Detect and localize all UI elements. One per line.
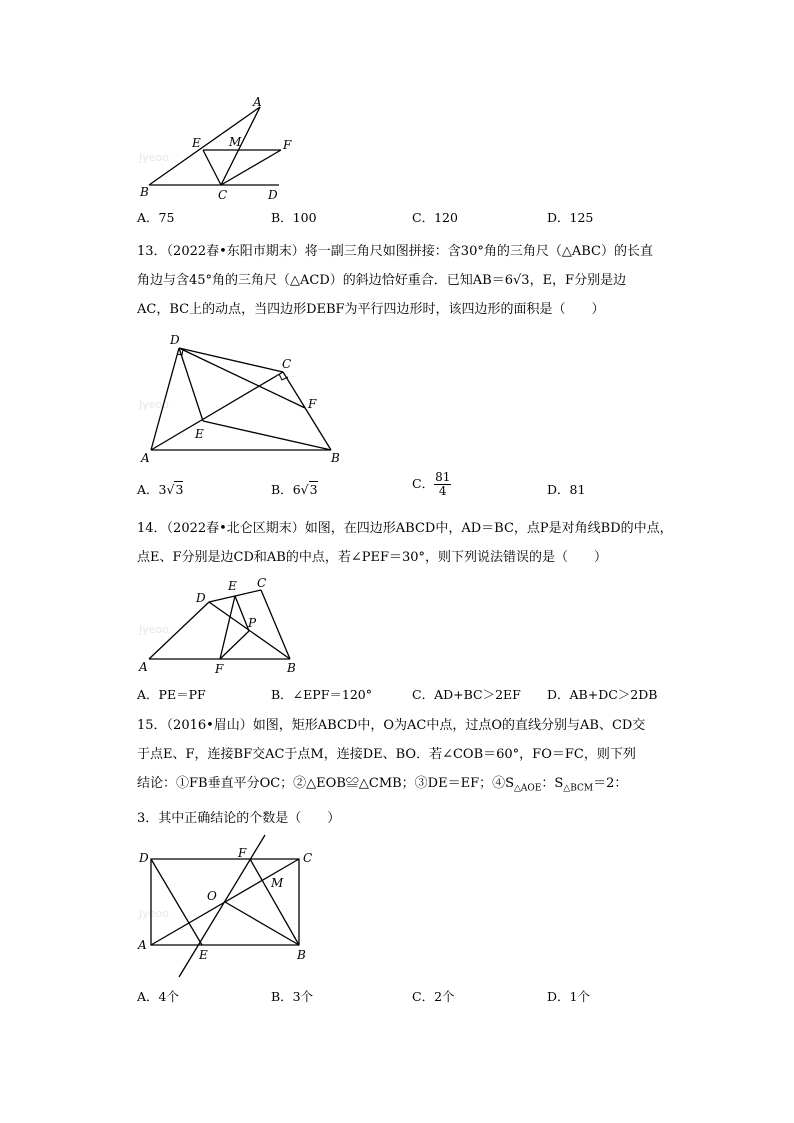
- q13-line-2: 角边与含45°角的三角尺（△ACD）的斜边恰好重合．已知AB＝6√3，E，F分别是边: [137, 273, 627, 288]
- q15-line-2: 于点E、F，连接BF交AC于点M，连接DE、BO．若∠COB＝60°，FO＝FC，则下列: [137, 747, 636, 762]
- point-b-label: B: [297, 948, 306, 962]
- segment-de: [179, 348, 203, 421]
- watermark: Jyeoo: [139, 151, 169, 164]
- q13-options: [137, 470, 777, 500]
- q13-option-c-prefix: C．: [412, 476, 435, 491]
- point-e-label: E: [195, 427, 204, 441]
- q12-options: [137, 208, 777, 228]
- q13-option-c-denominator: 4: [438, 484, 447, 498]
- segment-fb: [250, 859, 299, 945]
- q12-option-c[interactable]: C．120: [412, 210, 458, 225]
- point-b-label: B: [331, 451, 340, 465]
- q12-option-b[interactable]: B．100: [271, 210, 317, 225]
- point-e-label: E: [199, 948, 208, 962]
- point-c-label: C: [303, 851, 313, 865]
- point-b-label: B: [140, 185, 149, 199]
- q15-line-3-part-b: ：S: [541, 776, 564, 791]
- q15-line-4: 3．其中正确结论的个数是（ ）: [137, 810, 341, 826]
- q14-stem: [137, 514, 673, 572]
- point-a-label: A: [139, 660, 148, 674]
- point-b-label: B: [287, 661, 296, 675]
- q15-option-a[interactable]: A．4个: [137, 989, 179, 1004]
- q13-stem: [137, 237, 667, 324]
- point-f-label: F: [238, 846, 247, 860]
- q13-figure: [135, 330, 350, 470]
- q14-option-c[interactable]: C．AD+BC＞2EF: [412, 687, 521, 702]
- point-e-label: E: [228, 579, 237, 593]
- point-d-label: D: [139, 851, 149, 865]
- q12-figure: [135, 95, 305, 205]
- segment-de: [151, 859, 202, 945]
- q15-line-3-part-c: ＝2：: [593, 776, 628, 791]
- q13-option-b-prefix: B．: [271, 482, 293, 497]
- point-o-label: O: [207, 889, 217, 903]
- q13-option-b-radicand: 3: [309, 482, 318, 497]
- point-a-label: A: [141, 451, 150, 465]
- point-a-label: A: [138, 938, 147, 952]
- point-c-label: C: [257, 576, 267, 590]
- point-a-label: A: [253, 95, 262, 109]
- q12-option-a[interactable]: A．75: [137, 210, 175, 225]
- q13-option-c[interactable]: [412, 471, 451, 498]
- q15-subscript-aoe: △AOE: [514, 783, 542, 794]
- q13-line-1: 13．（2022春•东阳市期末）将一副三角尺如图拼接：含30°角的三角尺（△ABC）的长直: [137, 244, 653, 259]
- q14-line-1: 14．（2022春•北仑区期末）如图，在四边形ABCD中，AD＝BC，点P是对角线BD的中点，: [137, 521, 673, 536]
- q14-figure: [135, 575, 310, 680]
- q13-option-c-numerator: 81: [435, 470, 451, 484]
- point-e-label: E: [192, 136, 201, 150]
- point-p-label: P: [248, 616, 257, 630]
- q15-stem: [137, 711, 667, 833]
- segment-ef: [220, 596, 235, 659]
- q15-option-c[interactable]: C．2个: [412, 989, 455, 1004]
- q13-line-3: AC，BC上的动点，当四边形DEBF为平行四边形时，该四边形的面积是（ ）: [137, 302, 605, 317]
- q13-option-a-radicand: 3: [175, 482, 184, 497]
- q12-option-d[interactable]: D．125: [547, 210, 594, 225]
- watermark: Jyeoo: [139, 907, 169, 920]
- segment-fp: [220, 631, 249, 659]
- point-d-label: D: [196, 591, 206, 605]
- segment-ec: [203, 150, 221, 185]
- q13-option-a-coef: 3: [158, 482, 167, 497]
- point-f-label: F: [308, 397, 317, 411]
- q14-option-a[interactable]: A．PE＝PF: [137, 687, 206, 702]
- point-f-label: F: [215, 662, 224, 676]
- q15-option-b[interactable]: B．3个: [271, 989, 314, 1004]
- q14-option-b[interactable]: B．∠EPF＝120°: [271, 687, 372, 702]
- q13-option-b-coef: 6: [292, 482, 301, 497]
- q13-option-a[interactable]: A．3√3: [137, 482, 184, 497]
- q15-options: [137, 987, 777, 1007]
- segment-cb: [283, 372, 331, 450]
- q13-option-c-fraction: [434, 471, 451, 498]
- watermark: Jyeoo: [139, 623, 169, 636]
- q15-option-d[interactable]: D．1个: [547, 989, 590, 1004]
- q15-subscript-bcm: △BCM: [563, 783, 594, 794]
- q14-option-d[interactable]: D．AB+DC＞2DB: [547, 687, 658, 702]
- point-c-label: C: [218, 188, 228, 202]
- point-m-label: M: [229, 135, 242, 149]
- point-f-label: F: [283, 138, 292, 152]
- point-c-label: C: [282, 357, 292, 371]
- q13-option-d[interactable]: D．81: [547, 482, 586, 497]
- point-m-label: M: [271, 876, 284, 890]
- q14-options: [137, 685, 777, 705]
- q13-option-a-prefix: A．: [137, 482, 159, 497]
- segment-ac: [151, 372, 283, 450]
- segment-ob: [225, 902, 299, 945]
- point-d-label: D: [170, 333, 180, 347]
- line-ef: [179, 835, 265, 977]
- watermark: Jyeoo: [139, 398, 169, 411]
- q15-line-3: [137, 776, 628, 794]
- segment-ab: [149, 107, 260, 185]
- q15-figure: [135, 835, 330, 980]
- segment-dc: [179, 348, 283, 372]
- q15-line-3-part-a: 结论：①FB垂直平分OC；②△EOB≌△CMB；③DE＝EF；④S: [137, 776, 515, 791]
- segment-eb: [203, 421, 331, 450]
- q14-line-2: 点E、F分别是边CD和AB的中点，若∠PEF＝30°，则下列说法错误的是（ ）: [137, 550, 608, 565]
- point-d-label: D: [268, 188, 278, 202]
- q15-line-1: 15．（2016•眉山）如图，矩形ABCD中，O为AC中点，过点O的直线分别与AB、CD交: [137, 718, 646, 733]
- q13-option-b[interactable]: B．6√3: [271, 482, 318, 497]
